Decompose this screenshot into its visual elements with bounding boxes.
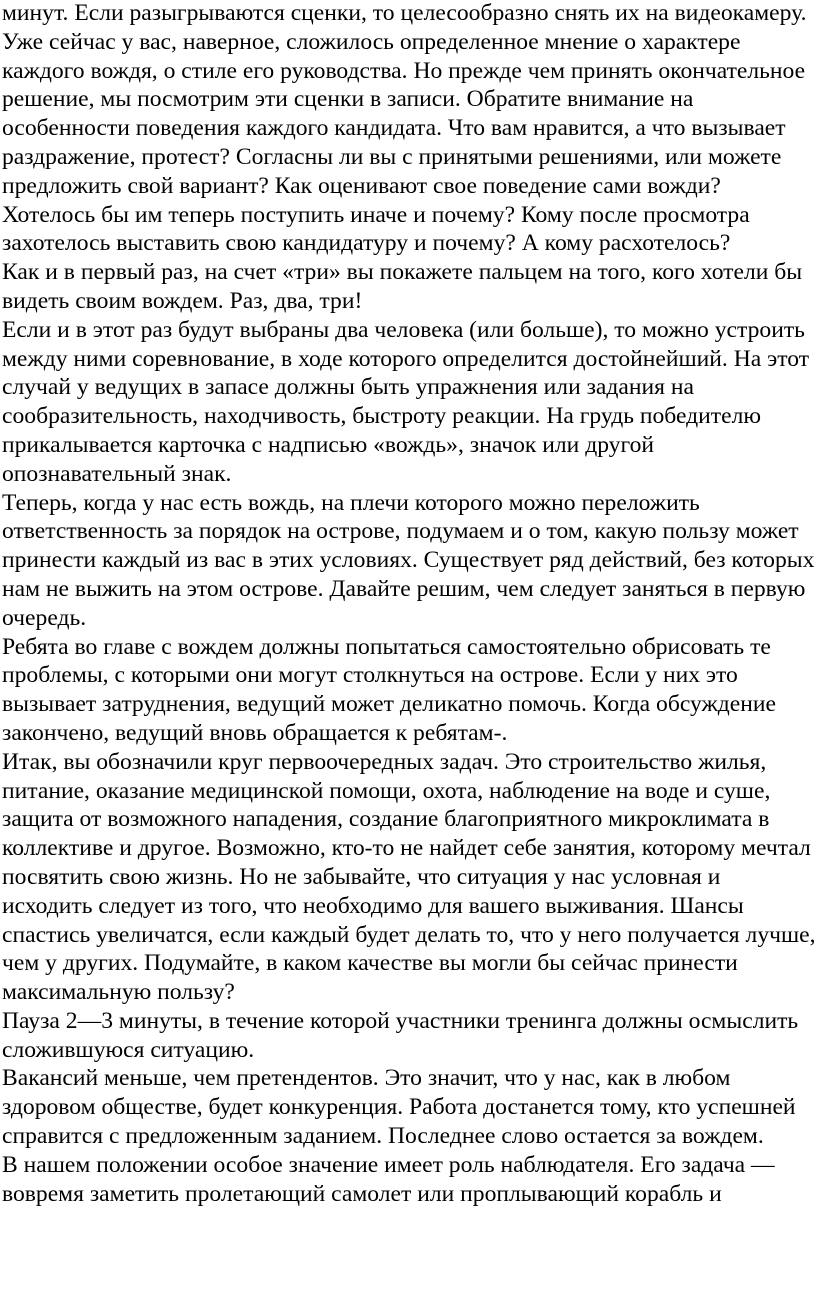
paragraph-1: минут. Если разыгрываются сценки, то целесообразно снять их на видеокамеру. (2, 0, 807, 26)
paragraph-9: Вакансий меньше, чем претендентов. Это значит, что у нас, как в любом здоровом обществе, будет конкуренция. Работа достанется тому, кто успешней справится с предложенным заданием. Последнее слово остается за вождем. (2, 1065, 796, 1150)
paragraph-7: Итак, вы обозначили круг первоочередных задач. Это строительство жилья, питание, оказание медицинской помощи, охота, наблюдение на воде и суше, защита от возможного нападения, создание благоприятного микроклимата в коллективе и другое. Возможно, кто-то не найдет себе занятия, которому мечтал посвятить свою жизнь. Но не забывайте, что ситуация у нас условная и исходить следует из того, что необходимо для вашего выживания. Шансы спастись увеличатся, если каждый будет делать то, что у него получается лучше, чем у других. Подумайте, в каком качестве вы могли бы сейчас принести максимальную пользу? (2, 748, 816, 1006)
paragraph-3: Как и в первый раз, на счет «три» вы покажете пальцем на того, кого хотели бы видеть своим вождем. Раз, два, три! (2, 259, 803, 314)
paragraph-5: Теперь, когда у нас есть вождь, на плечи которого можно переложить ответственность за порядок на острове, подумаем и о том, какую пользу может принести каждый из вас в этих условиях. Существует ряд действий, без которых нам не выжить на этом острове. Давайте решим, чем следует заняться в первую очередь. (2, 489, 815, 631)
paragraph-10: В нашем положении особое значение имеет роль наблюдателя. Его задача — вовремя заметить пролетающий самолет или проплывающий корабль и (2, 1151, 775, 1207)
paragraph-4: Если и в этот раз будут выбраны два человека (или больше), то можно устроить между ними соревнование, в ходе которого определится достойнейший. На этот случай у ведущих в запасе должны быть упражнения или задания на сообразительность, находчивость, быстроту реакции. На грудь победителю прикалывается карточка с надписью «вождь», значок или другой опознавательный знак. (2, 316, 810, 487)
document-page (2, 0, 816, 1208)
paragraph-2: Уже сейчас у вас, наверное, сложилось определенное мнение о характере каждого вождя, о стиле его руководства. Но прежде чем принять окончательное решение, мы посмотрим эти сценки в записи. Обратите внимание на особенности поведения каждого кандидата. Что вам нравится, а что вызывает раздражение, протест? Согласны ли вы с принятыми решениями, или можете предложить свой вариант? Как оценивают свое поведение сами вожди? Хотелось бы им теперь поступить иначе и почему? Кому после просмотра захотелось выставить свою кандидатуру и почему? А кому расхотелось? (2, 28, 806, 257)
paragraph-6: Ребята во главе с вождем должны попытаться самостоятельно обрисовать те проблемы, с которыми они могут столкнуться на острове. Если у них это вызывает затруднения, ведущий может деликатно помочь. Когда обсуждение закончено, ведущий вновь обращается к ребятам-. (2, 633, 776, 746)
paragraph-8: Пауза 2—3 минуты, в течение которой участники тренинга должны осмыслить сложившуюся ситуацию. (2, 1007, 799, 1063)
